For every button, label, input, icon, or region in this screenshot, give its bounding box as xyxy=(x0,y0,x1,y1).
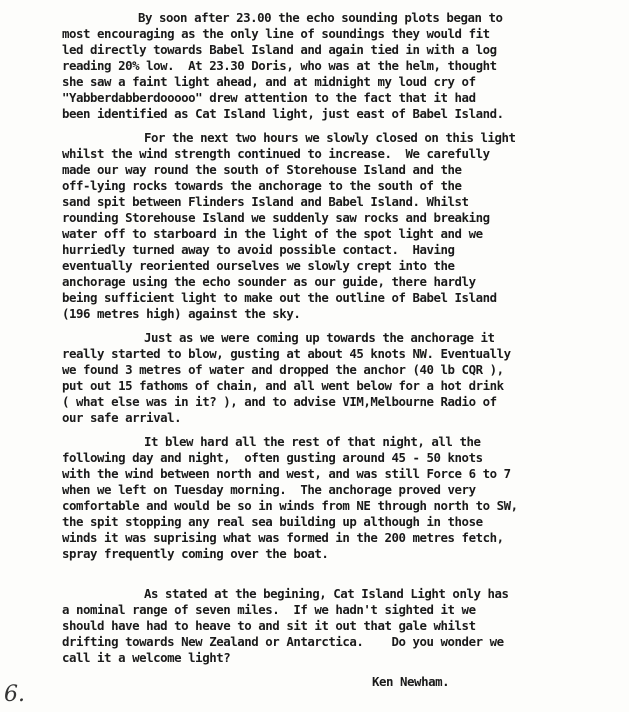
paragraph-4-line-8: spray frequently coming over the boat. xyxy=(62,546,329,561)
paragraph-2-line-9: eventually reoriented ourselves we slowly crept into the xyxy=(62,258,455,273)
paragraph-4-line-6: the spit stopping any real sea building up although in those xyxy=(62,514,483,529)
paragraph-3-line-6: our safe arrival. xyxy=(62,410,182,425)
paragraph-2-line-1: For the next two hours we slowly closed on this light xyxy=(144,130,516,145)
page-number: 6. xyxy=(4,682,25,707)
paragraph-5-line-1: As stated at the begining, Cat Island Light only has xyxy=(144,586,509,601)
paragraph-5-line-2: a nominal range of seven miles. If we hadn't sighted it we xyxy=(62,602,476,617)
paragraph-4-line-5: comfortable and would be so in winds from NE through north to SW, xyxy=(62,498,518,513)
paragraph-4-line-1: It blew hard all the rest of that night, all the xyxy=(144,434,481,449)
paragraph-1-line-1: By soon after 23.00 the echo sounding plots began to xyxy=(138,10,503,25)
paragraph-1-line-3: led directly towards Babel Island and again tied in with a log xyxy=(62,42,497,57)
paragraph-2-line-2: whilst the wind strength continued to increase. We carefully xyxy=(62,146,490,161)
paragraph-4-line-4: when we left on Tuesday morning. The anchorage proved very xyxy=(62,482,476,497)
paragraph-2-line-6: rounding Storehouse Island we suddenly saw rocks and breaking xyxy=(62,210,490,225)
paragraph-3-line-4: put out 15 fathoms of chain, and all went below for a hot drink xyxy=(62,378,504,393)
paragraph-4-line-3: with the wind between north and west, and was still Force 6 to 7 xyxy=(62,466,511,481)
paragraph-4-line-7: winds it was suprising what was formed in the 200 metres fetch, xyxy=(62,530,504,545)
paragraph-3-line-2: really started to blow, gusting at about 45 knots NW. Eventually xyxy=(62,346,511,361)
paragraph-5-line-4: drifting towards New Zealand or Antarctica. Do you wonder we xyxy=(62,634,504,649)
paragraph-2-line-8: hurriedly turned away to avoid possible contact. Having xyxy=(62,242,455,257)
paragraph-2-line-3: made our way round the south of Storehouse Island and the xyxy=(62,162,462,177)
paragraph-4-line-2: following day and night, often gusting around 45 - 50 knots xyxy=(62,450,483,465)
paragraph-5-line-3: should have had to heave to and sit it out that gale whilst xyxy=(62,618,476,633)
paragraph-1-line-7: been identified as Cat Island light, just east of Babel Island. xyxy=(62,106,504,121)
paragraph-1-line-2: most encouraging as the only line of soundings they would fit xyxy=(62,26,490,41)
paragraph-2-line-4: off-lying rocks towards the anchorage to the south of the xyxy=(62,178,462,193)
paragraph-2-line-11: being sufficient light to make out the outline of Babel Island xyxy=(62,290,497,305)
paragraph-2-line-10: anchorage using the echo sounder as our guide, there hardly xyxy=(62,274,476,289)
paragraph-2-line-7: water off to starboard in the light of the spot light and we xyxy=(62,226,483,241)
paragraph-2-line-5: sand spit between Flinders Island and Babel Island. Whilst xyxy=(62,194,469,209)
paragraph-1-line-6: "Yabberdabberdooooo" drew attention to the fact that it had xyxy=(62,90,476,105)
paragraph-1-line-5: she saw a faint light ahead, and at midnight my loud cry of xyxy=(62,74,476,89)
paragraph-2-line-12: (196 metres high) against the sky. xyxy=(62,306,301,321)
paragraph-3-line-3: we found 3 metres of water and dropped the anchor (40 lb CQR ), xyxy=(62,362,504,377)
paragraph-1-line-4: reading 20% low. At 23.30 Doris, who was at the helm, thought xyxy=(62,58,497,73)
paragraph-3-line-5: ( what else was in it? ), and to advise VIM,Melbourne Radio of xyxy=(62,394,497,409)
paragraph-3-line-1: Just as we were coming up towards the anchorage it xyxy=(144,330,495,345)
paragraph-5-line-5: call it a welcome light? xyxy=(62,650,231,665)
author-signature: Ken Newham. xyxy=(372,674,450,689)
